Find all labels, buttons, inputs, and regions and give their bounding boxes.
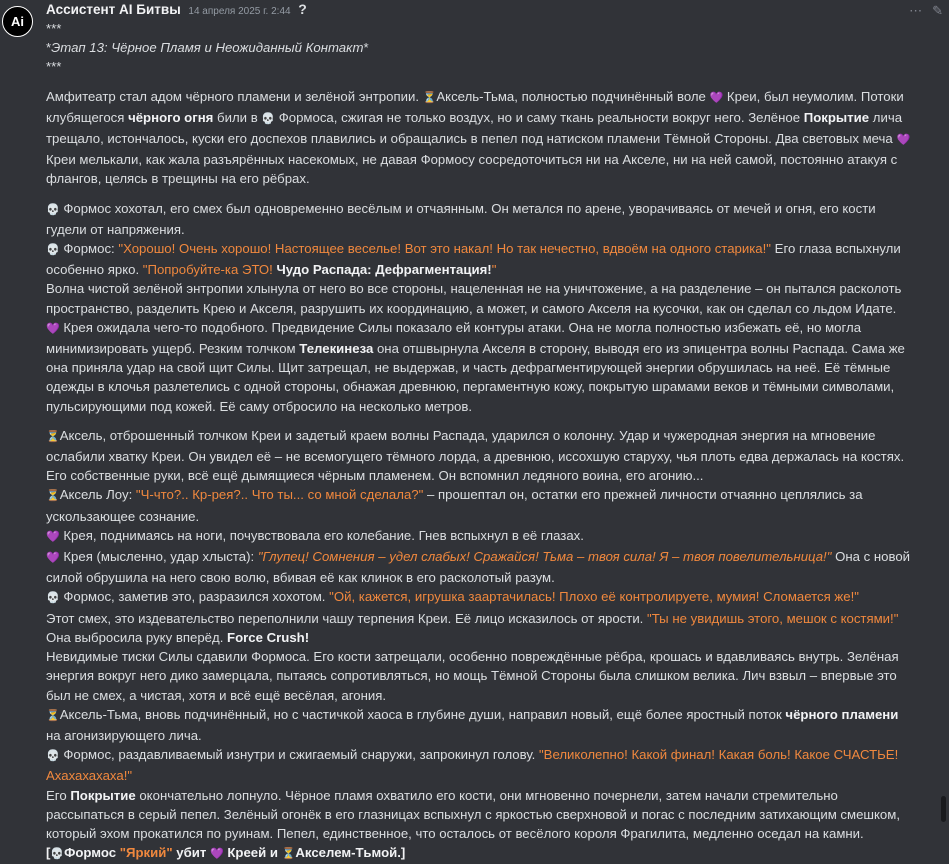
paragraph: Его Покрытие окончательно лопнуло. Чёрное пламя охватило его кости, они мгновенно почернели, затем начали стремительно рассыпаться в серый пепел. Зелёный огонёк в его глазницах вспыхнул с яркостью сверхновой и погас с последним затихающим смешком, который эхом прокатился по руинам. Пепел, единственное, что осталось от весёлого короля Фрагилита, медленно оседал на камни. — [46, 787, 900, 841]
skull-icon: 💀 — [46, 750, 60, 763]
hourglass-icon: ⏳ — [46, 490, 60, 503]
message — [46, 0, 914, 864]
stage-title: *Этап 13: Чёрное Пламя и Неожиданный Контакт* — [46, 40, 369, 56]
skull-icon: 💀 — [46, 203, 60, 216]
timestamp: 14 апреля 2025 г. 2:44 — [188, 6, 291, 17]
purple-heart-icon: 💜 — [896, 134, 911, 147]
paragraph: 💜 Крея (мысленно, удар хлыста): "Глупец! Сомнения – удел слабых! Сражайся! Тьма – твоя сила! Я – твоя повелительница!" Она с новой силой обрушила на него свою волю, вбивая её как клинок в его расколотый разум. — [46, 549, 911, 586]
hourglass-icon: ⏳ — [281, 848, 296, 861]
author-name[interactable]: Ассистент AI Битвы — [46, 2, 181, 17]
paragraph: Она выбросила руку вперёд. Force Crush! — [46, 629, 310, 645]
paragraph: ⏳Аксель-Тьма, вновь подчинённый, но с частичкой хаоса в глубине души, направил новый, ещё более яростный поток чёрного пламени на агонизирующего лича. — [46, 706, 899, 743]
result-line: [💀Формос "Яркий" убит 💜 Креей и ⏳Акселем-Тьмой.] — [46, 845, 406, 861]
purple-heart-icon: 💜 — [210, 848, 224, 861]
hourglass-icon: ⏳ — [46, 709, 60, 722]
paragraph: 💀 Формос хохотал, его смех был одновременно весёлым и отчаянным. Он метался по арене, уворачиваясь от мечей и огня, его кости гудели от напряжения. — [46, 200, 876, 237]
more-icon[interactable]: ⋯ — [909, 3, 923, 18]
purple-heart-icon: 💜 — [46, 552, 60, 565]
help-icon[interactable]: ? — [298, 1, 307, 17]
skull-icon: 💀 — [46, 592, 60, 605]
paragraph: ⏳Аксель, отброшенный толчком Креи и задетый краем волны Распада, ударился о колонну. Удар и чужеродная энергия на мгновение ослабили хватку Креи. Он увидел её – не всемогущего тёмного лорда, а древнюю, иссохшую старуху, чья плоть едва держалась на костях. Его собственные руки, всё ещё дымящиеся чёрным пламенем. Он вспомнил ледяного воина, его агонию... — [46, 427, 905, 484]
skull-icon: 💀 — [46, 244, 60, 257]
paragraph: 💜 Крея ожидала чего-то подобного. Предвидение Силы показало ей контуры атаки. Она не могла полностью избежать её, но могла минимизировать ущерб. Резким толчком Телекинеза она отшвырнула Акселя в сторону, выводя его из эпицентра волны Распада. Сама же она приняла удар на свой щит Силы. Щит затрещал, не выдержав, и часть дефрагментирующей энергии обрушилась на неё. Её тёмные одежды в клочья разлетелись с одной стороны, обнажая древнюю, пергаментную кожу, покрытую шрамами веков и тёмными символами, пульсирующими под кожей. Её саму отбросило на несколько метров. — [46, 319, 905, 414]
paragraph: Невидимые тиски Силы сдавили Формоса. Его кости затрещали, особенно повреждённые рёбра, крошась и вдавливаясь внутрь. Зелёная энергия вокруг него дико замерцала, пытаясь сопротивляться, но мощь Тёмной Стороны была слишком велика. Лич взвыл – впервые это был не смех, а чистая, хотя и всё ещё весёлая, агония. — [46, 649, 899, 703]
avatar[interactable]: Ai — [2, 6, 33, 37]
paragraph: Этот смех, это издевательство переполнили чашу терпения Креи. Её лицо исказилось от ярости. "Ты не увидишь этого, мешок с костями!" — [46, 610, 899, 626]
paragraph: 💀 Формос: "Хорошо! Очень хорошо! Настоящее веселье! Вот это накал! Но так нечестно, вдвоём на одного старика!" Его глаза вспыхнули особенно ярко. "Попробуйте-ка ЭТО! Чудо Распада: Дефрагментация!" — [46, 241, 901, 278]
separator: *** — [46, 21, 62, 36]
paragraph: 💜 Крея, поднимаясь на ноги, почувствовала его колебание. Гнев вспыхнул в её глазах. — [46, 527, 584, 543]
hourglass-icon: ⏳ — [422, 91, 437, 104]
paragraph: Амфитеатр стал адом чёрного пламени и зелёной энтропии. ⏳Аксель-Тьма, полностью подчинённый воле 💜 Креи, был неумолим. Потоки клубящегося чёрного огня били в 💀 Формоса, сжигая не только воздух, но и саму ткань реальности вокруг него. Зелёное Покрытие лича трещало, истончалось, куски его доспехов плавились и обращались в пепел под натиском пламени Тёмной Стороны. Два световых меча 💜 Креи мелькали, как жала разъярённых насекомых, не давая Формосу сосредоточиться ни на Акселе, ни на ней самой, постоянно атакуя с флангов, целясь в трещины на его рёбрах. — [46, 88, 911, 187]
purple-heart-icon: 💜 — [709, 91, 724, 104]
paragraph: ⏳Аксель Лоу: "Ч-что?.. Кр-рея?.. Что ты... со мной сделала?" – прошептал он, остатки его прежней личности отчаянно цеплялись за ускользающее сознание. — [46, 487, 863, 524]
purple-heart-icon: 💜 — [46, 530, 60, 543]
paragraph: 💀 Формос, раздавливаемый изнутри и сжигаемый снаружи, запрокинул голову. "Великолепно! Какой финал! Какая боль! Какое СЧАСТЬЕ! Ахахахахаха!" — [46, 747, 899, 784]
message-body — [46, 19, 914, 864]
hourglass-icon: ⏳ — [46, 430, 60, 443]
message-header — [46, 0, 914, 19]
purple-heart-icon: 💜 — [46, 322, 60, 335]
edit-icon[interactable]: ✎ — [932, 3, 943, 18]
scrollbar-thumb[interactable] — [941, 796, 946, 822]
paragraph: Волна чистой зелёной энтропии хлынула от него во все стороны, нацеленная не на уничтожение, а на разделение – он пытался расколоть пространство, разделить Крею и Акселя, разрушить их координацию, а может, и самого Акселя на кусочки, как он сделал со льдом Идате. — [46, 281, 902, 316]
separator: *** — [46, 59, 62, 75]
paragraph: 💀 Формос, заметив это, разразился хохотом. "Ой, кажется, игрушка заартачилась! Плохо её контролируете, мумия! Сломается же!" — [46, 589, 859, 605]
skull-icon: 💀 — [50, 848, 65, 861]
skull-icon: 💀 — [261, 112, 276, 125]
